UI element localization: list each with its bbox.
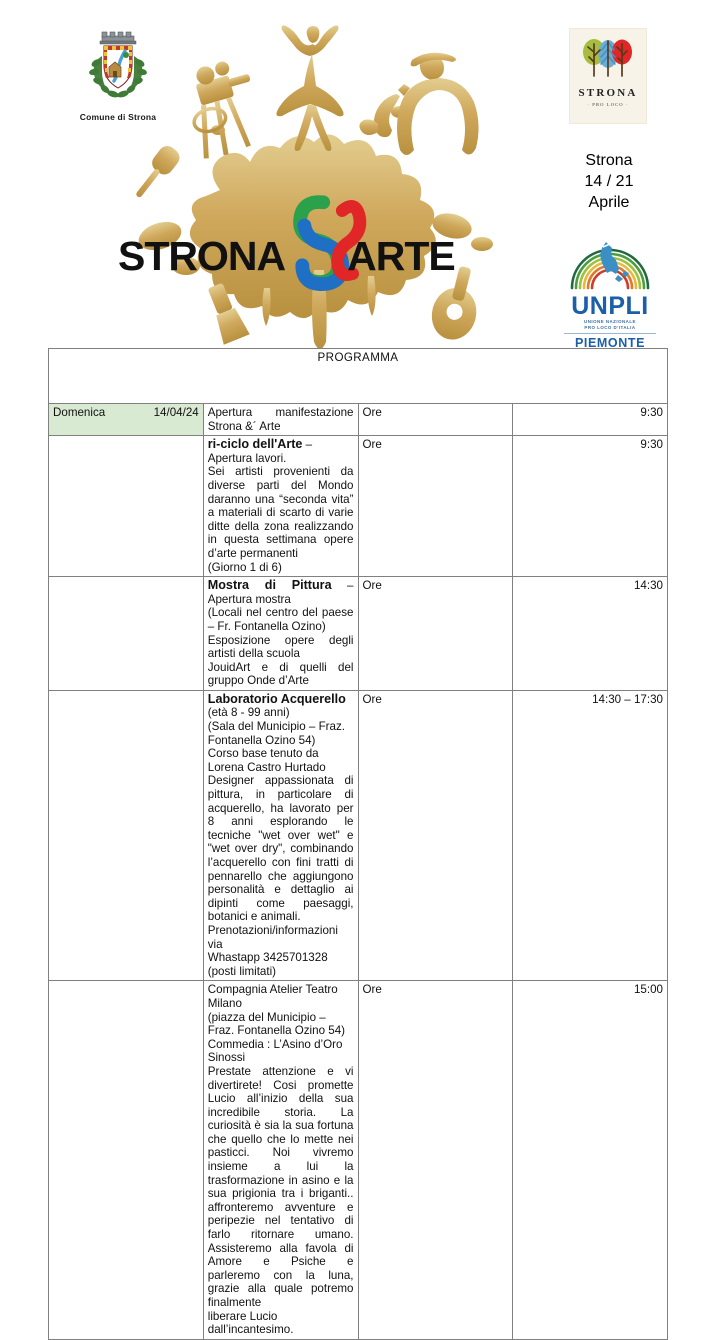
ore-label: Ore: [358, 690, 513, 980]
row-time: 14:30: [513, 577, 668, 691]
date-value: 14/04/24: [153, 406, 199, 419]
row-title: ri-ciclo dell'Arte: [207, 437, 303, 452]
row-description: [203, 981, 358, 1339]
unpli-line2: PRO LOCO D'ITALIA: [584, 324, 636, 330]
unpli-region: PIEMONTE: [574, 336, 646, 351]
table-row-heading: [49, 349, 668, 404]
row-tail: (Giorno 1 di 6): [207, 560, 282, 574]
unpli-divider: [564, 333, 656, 334]
unpli-logo-block: [556, 238, 664, 350]
table-row: [49, 577, 668, 691]
row-line: Esposizione opere degli artisti della scuola: [207, 633, 354, 661]
row-title-rest: (età 8 - 99 anni): [207, 706, 290, 720]
row-time: 14:30 – 17:30: [513, 690, 668, 980]
date-cell-empty: [49, 981, 204, 1339]
ore-label: Ore: [358, 404, 513, 436]
row-line: Compagnia Atelier Teatro Milano: [207, 983, 338, 1010]
unpli-line1: UNIONE NAZIONALE: [584, 319, 636, 324]
row-body: Designer appassionata di pittura, in particolare di acquerello, ha lavorato per 8 anni esplorando le tecniche "wet over wet" e "wet over dry", combinando l’acquerello con fini tratti di pennarello che aggiungono personalità e dettaglio ai dipinti come paesaggi, botanici e animali.: [207, 774, 354, 924]
row-line: (Sala del Municipio – Fraz. Fontanella Ozino 54): [207, 720, 346, 747]
row-title-line: [208, 579, 354, 606]
row-line: Prenotazioni/informazioni via: [207, 923, 338, 951]
proloco-logo-card: [569, 28, 647, 124]
table-row: [49, 981, 668, 1339]
row-description: [203, 436, 358, 577]
event-month: Aprile: [588, 194, 630, 211]
row-body: Prestate attenzione e vi divertirete! Cosi promette Lucio all’inizio della sua incredibile storia. La curiosità è sia la sua fortuna che quello che lo mette nei pasticci. Noi vivremo insieme a lui la trasformazione in asino e la sua prigionia tra i briganti.. affronteremo avventure e peripezie nel tentativo di farlo ritornare umano. Assisteremo alla favola di Amore e Psiche e parleremo con la luna, grazie alla quale potremo finalmente: [207, 1064, 354, 1309]
italy-map-icon: [556, 238, 664, 290]
row-title: Mostra di Pittura: [207, 578, 332, 593]
row-line: (Locali nel centro del paese – Fr. Fontanella Ozino): [207, 606, 354, 633]
poster-header: [0, 0, 702, 352]
row-line: JouidArt e di quelli del gruppo Onde d’Arte: [207, 660, 354, 688]
table-row: [49, 436, 668, 577]
date-cell: [49, 404, 204, 436]
row-body: Sei artisti provenienti da diverse parti del Mondo daranno una “seconda vita” a materiali di scarto di varie ditte della zona realizzando in questa settimana opere d’arte permanenti: [207, 465, 354, 560]
row-time: 15:00: [513, 981, 668, 1339]
event-date-block: [553, 150, 665, 213]
event-dates: 14 / 21: [584, 173, 634, 190]
row-line: Sinossi: [207, 1051, 246, 1065]
proloco-name: STRONA: [578, 87, 638, 99]
table-row: [49, 404, 668, 436]
row-title: Apertura manifestazione Strona &´ Arte: [207, 406, 354, 433]
date-day: Domenica: [53, 406, 106, 419]
row-description: [203, 577, 358, 691]
row-title-rest: – Apertura mostra: [207, 579, 354, 606]
programma-heading: PROGRAMMA: [49, 349, 668, 404]
proloco-subtitle: · PRO LOCO ·: [587, 102, 629, 107]
row-description: [203, 690, 358, 980]
event-place: Strona: [585, 152, 633, 169]
row-line: (piazza del Municipio – Fraz. Fontanella Ozino 54): [207, 1010, 346, 1038]
unpli-acronym: UNPLI: [571, 292, 649, 320]
gold-splatter-artwork: [100, 20, 520, 360]
date-cell-empty: [49, 577, 204, 691]
row-line: Commedia : L’Asino d’Oro: [207, 1037, 343, 1051]
ore-label: Ore: [358, 577, 513, 691]
row-time: 9:30: [513, 404, 668, 436]
row-title: Laboratorio Acquerello: [207, 691, 346, 706]
row-line: Whastapp 3425701328 (posti limitati): [207, 951, 328, 978]
date-cell-empty: [49, 690, 204, 980]
ore-label: Ore: [358, 436, 513, 577]
title-part2: ARTE: [347, 233, 455, 279]
title-part1: STRONA: [118, 233, 286, 279]
row-title-line: [208, 693, 354, 720]
program-table-wrap: [48, 348, 668, 1340]
row-description: [203, 404, 358, 436]
row-title-rest: – Apertura lavori.: [207, 438, 313, 465]
program-table: [48, 348, 668, 1340]
ore-label: Ore: [358, 981, 513, 1339]
row-line: Corso base tenuto da Lorena Castro Hurtado: [207, 747, 326, 774]
date-cell-empty: [49, 436, 204, 577]
row-line: liberare Lucio dall’incantesimo.: [207, 1309, 294, 1337]
poster-title: [118, 233, 518, 280]
row-title-line: [208, 438, 354, 465]
table-row: [49, 690, 668, 980]
comune-label: Comune di Strona: [79, 112, 157, 122]
three-trees-icon: [577, 36, 639, 80]
row-time: 9:30: [513, 436, 668, 577]
